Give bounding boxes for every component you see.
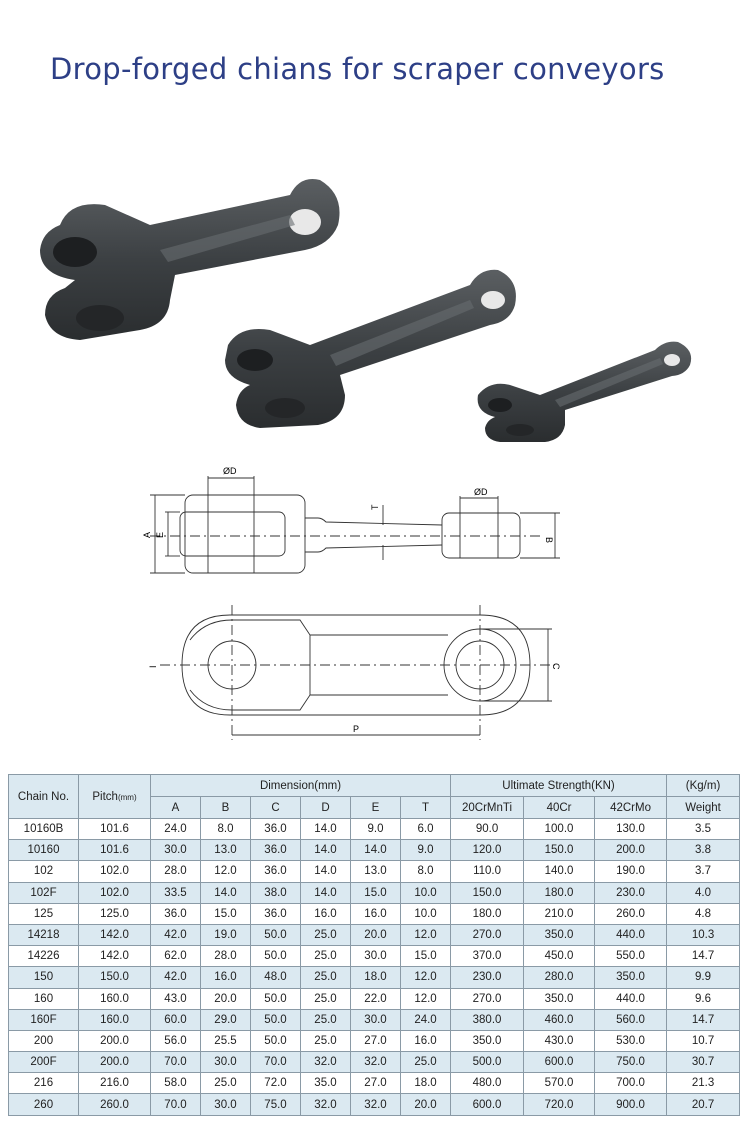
table-cell: 3.8: [667, 840, 740, 861]
table-cell: 28.0: [201, 946, 251, 967]
table-cell: 160: [9, 988, 79, 1009]
table-cell: 36.0: [251, 861, 301, 882]
table-cell: 18.0: [401, 1073, 451, 1094]
table-cell: 150.0: [451, 882, 524, 903]
table-cell: 25.5: [201, 1030, 251, 1051]
table-cell: 10160B: [9, 819, 79, 840]
table-cell: 50.0: [251, 988, 301, 1009]
table-cell: 15.0: [401, 946, 451, 967]
table-cell: 50.0: [251, 924, 301, 945]
table-cell: 14218: [9, 924, 79, 945]
table-row: [9, 1009, 740, 1030]
table-cell: 125: [9, 903, 79, 924]
table-cell: 230.0: [451, 967, 524, 988]
table-cell: 62.0: [151, 946, 201, 967]
table-cell: 75.0: [251, 1094, 301, 1115]
table-cell: 38.0: [251, 882, 301, 903]
table-row: [9, 882, 740, 903]
table-cell: 10.0: [401, 882, 451, 903]
table-cell: 260.0: [79, 1094, 151, 1115]
table-cell: 30.0: [351, 946, 401, 967]
table-cell: 50.0: [251, 946, 301, 967]
label-b: B: [544, 537, 554, 544]
table-cell: 9.0: [401, 840, 451, 861]
table-cell: 24.0: [151, 819, 201, 840]
table-cell: 30.0: [351, 1009, 401, 1030]
table-cell: 14.0: [301, 861, 351, 882]
table-cell: 36.0: [251, 903, 301, 924]
header-strength: Ultimate Strength(KN): [451, 775, 667, 797]
table-cell: 216.0: [79, 1073, 151, 1094]
spec-table: [8, 774, 740, 1116]
table-cell: 440.0: [595, 924, 667, 945]
table-cell: 150.0: [524, 840, 595, 861]
table-cell: 101.6: [79, 840, 151, 861]
table-cell: 140.0: [524, 861, 595, 882]
table-cell: 30.0: [151, 840, 201, 861]
table-cell: 200: [9, 1030, 79, 1051]
table-cell: 270.0: [451, 924, 524, 945]
table-cell: 370.0: [451, 946, 524, 967]
table-cell: 32.0: [351, 1052, 401, 1073]
table-cell: 25.0: [401, 1052, 451, 1073]
header-pitch: Pitch(mm): [79, 775, 151, 819]
table-cell: 460.0: [524, 1009, 595, 1030]
table-cell: 10.0: [401, 903, 451, 924]
table-cell: 190.0: [595, 861, 667, 882]
table-cell: 12.0: [401, 924, 451, 945]
table-cell: 25.0: [201, 1073, 251, 1094]
table-cell: 142.0: [79, 924, 151, 945]
table-cell: 14.7: [667, 1009, 740, 1030]
table-cell: 25.0: [301, 988, 351, 1009]
table-row: [9, 988, 740, 1009]
table-cell: 200F: [9, 1052, 79, 1073]
table-cell: 180.0: [524, 882, 595, 903]
table-cell: 70.0: [151, 1052, 201, 1073]
table-cell: 36.0: [251, 819, 301, 840]
label-a: A: [142, 531, 152, 538]
table-cell: 90.0: [451, 819, 524, 840]
table-cell: 50.0: [251, 1009, 301, 1030]
table-cell: 102.0: [79, 861, 151, 882]
table-cell: 20.0: [401, 1094, 451, 1115]
table-cell: 60.0: [151, 1009, 201, 1030]
table-cell: 15.0: [201, 903, 251, 924]
table-cell: 35.0: [301, 1073, 351, 1094]
table-cell: 8.0: [201, 819, 251, 840]
table-cell: 350.0: [524, 988, 595, 1009]
table-cell: 380.0: [451, 1009, 524, 1030]
label-i: I: [148, 665, 158, 668]
table-cell: 430.0: [524, 1030, 595, 1051]
table-cell: 900.0: [595, 1094, 667, 1115]
table-cell: 350.0: [524, 924, 595, 945]
table-cell: 9.9: [667, 967, 740, 988]
table-cell: 12.0: [201, 861, 251, 882]
table-cell: 10.3: [667, 924, 740, 945]
table-cell: 101.6: [79, 819, 151, 840]
header-a: A: [151, 797, 201, 819]
table-cell: 230.0: [595, 882, 667, 903]
page-title: Drop-forged chians for scraper conveyors: [50, 52, 665, 86]
table-cell: 50.0: [251, 1030, 301, 1051]
table-cell: 530.0: [595, 1030, 667, 1051]
table-cell: 28.0: [151, 861, 201, 882]
table-cell: 110.0: [451, 861, 524, 882]
table-cell: 12.0: [401, 967, 451, 988]
table-cell: 160F: [9, 1009, 79, 1030]
table-cell: 3.7: [667, 861, 740, 882]
table-cell: 36.0: [151, 903, 201, 924]
table-row: [9, 946, 740, 967]
table-cell: 14226: [9, 946, 79, 967]
table-cell: 25.0: [301, 1009, 351, 1030]
table-cell: 20.0: [201, 988, 251, 1009]
table-cell: 12.0: [401, 988, 451, 1009]
table-cell: 18.0: [351, 967, 401, 988]
table-cell: 100.0: [524, 819, 595, 840]
table-cell: 200.0: [79, 1030, 151, 1051]
label-e: E: [155, 531, 165, 538]
table-cell: 27.0: [351, 1030, 401, 1051]
table-cell: 30.0: [201, 1094, 251, 1115]
label-t: T: [370, 504, 380, 510]
table-cell: 24.0: [401, 1009, 451, 1030]
table-cell: 600.0: [524, 1052, 595, 1073]
table-cell: 20.0: [351, 924, 401, 945]
table-cell: 3.5: [667, 819, 740, 840]
table-row: [9, 1094, 740, 1115]
header-b: B: [201, 797, 251, 819]
table-cell: 70.0: [151, 1094, 201, 1115]
table-cell: 6.0: [401, 819, 451, 840]
table-cell: 30.0: [201, 1052, 251, 1073]
table-cell: 25.0: [301, 1030, 351, 1051]
table-cell: 25.0: [301, 924, 351, 945]
table-cell: 280.0: [524, 967, 595, 988]
table-cell: 150: [9, 967, 79, 988]
label-od-right: ØD: [474, 487, 488, 497]
table-cell: 142.0: [79, 946, 151, 967]
table-cell: 9.0: [351, 819, 401, 840]
table-cell: 42.0: [151, 967, 201, 988]
table-cell: 32.0: [351, 1094, 401, 1115]
label-p: P: [353, 724, 360, 734]
table-cell: 260: [9, 1094, 79, 1115]
table-cell: 125.0: [79, 903, 151, 924]
table-cell: 29.0: [201, 1009, 251, 1030]
table-cell: 72.0: [251, 1073, 301, 1094]
table-cell: 570.0: [524, 1073, 595, 1094]
table-cell: 25.0: [301, 946, 351, 967]
table-cell: 22.0: [351, 988, 401, 1009]
table-cell: 500.0: [451, 1052, 524, 1073]
header-e: E: [351, 797, 401, 819]
table-cell: 25.0: [301, 967, 351, 988]
table-cell: 180.0: [451, 903, 524, 924]
table-cell: 48.0: [251, 967, 301, 988]
table-cell: 8.0: [401, 861, 451, 882]
header-chain-no: Chain No.: [9, 775, 79, 819]
table-cell: 32.0: [301, 1052, 351, 1073]
table-cell: 14.7: [667, 946, 740, 967]
table-cell: 720.0: [524, 1094, 595, 1115]
header-c: C: [251, 797, 301, 819]
table-row: [9, 861, 740, 882]
header-40cr: 40Cr: [524, 797, 595, 819]
table-cell: 350.0: [451, 1030, 524, 1051]
table-cell: 102.0: [79, 882, 151, 903]
table-cell: 56.0: [151, 1030, 201, 1051]
table-cell: 260.0: [595, 903, 667, 924]
table-cell: 15.0: [351, 882, 401, 903]
table-row: [9, 967, 740, 988]
label-c: C: [551, 663, 561, 670]
table-cell: 102: [9, 861, 79, 882]
header-42crmo: 42CrMo: [595, 797, 667, 819]
table-row: [9, 819, 740, 840]
table-row: [9, 1030, 740, 1051]
table-cell: 16.0: [351, 903, 401, 924]
table-cell: 120.0: [451, 840, 524, 861]
table-cell: 16.0: [301, 903, 351, 924]
table-cell: 200.0: [595, 840, 667, 861]
label-od-top: ØD: [223, 466, 237, 476]
table-cell: 42.0: [151, 924, 201, 945]
table-cell: 20.7: [667, 1094, 740, 1115]
header-weight: Weight: [667, 797, 740, 819]
table-cell: 700.0: [595, 1073, 667, 1094]
table-cell: 19.0: [201, 924, 251, 945]
table-cell: 560.0: [595, 1009, 667, 1030]
table-cell: 450.0: [524, 946, 595, 967]
header-d: D: [301, 797, 351, 819]
table-cell: 550.0: [595, 946, 667, 967]
table-row: [9, 1052, 740, 1073]
table-row: [9, 840, 740, 861]
header-20crmnti: 20CrMnTi: [451, 797, 524, 819]
table-cell: 14.0: [301, 882, 351, 903]
table-cell: 440.0: [595, 988, 667, 1009]
table-cell: 14.0: [201, 882, 251, 903]
table-cell: 30.7: [667, 1052, 740, 1073]
table-cell: 480.0: [451, 1073, 524, 1094]
table-cell: 160.0: [79, 988, 151, 1009]
table-cell: 13.0: [201, 840, 251, 861]
table-cell: 32.0: [301, 1094, 351, 1115]
table-cell: 210.0: [524, 903, 595, 924]
table-row: [9, 903, 740, 924]
header-dimension: Dimension(mm): [151, 775, 451, 797]
table-cell: 4.0: [667, 882, 740, 903]
table-body: [9, 819, 740, 1116]
table-cell: 216: [9, 1073, 79, 1094]
table-cell: 27.0: [351, 1073, 401, 1094]
table-cell: 130.0: [595, 819, 667, 840]
table-cell: 10160: [9, 840, 79, 861]
table-cell: 150.0: [79, 967, 151, 988]
table-cell: 102F: [9, 882, 79, 903]
table-cell: 36.0: [251, 840, 301, 861]
table-cell: 70.0: [251, 1052, 301, 1073]
table-cell: 270.0: [451, 988, 524, 1009]
table-cell: 10.7: [667, 1030, 740, 1051]
table-cell: 14.0: [351, 840, 401, 861]
table-cell: 4.8: [667, 903, 740, 924]
header-t: T: [401, 797, 451, 819]
table-cell: 14.0: [301, 840, 351, 861]
table-cell: 600.0: [451, 1094, 524, 1115]
table-cell: 16.0: [201, 967, 251, 988]
table-row: [9, 1073, 740, 1094]
table-cell: 160.0: [79, 1009, 151, 1030]
table-cell: 43.0: [151, 988, 201, 1009]
table-cell: 9.6: [667, 988, 740, 1009]
table-cell: 33.5: [151, 882, 201, 903]
table-row: [9, 924, 740, 945]
table-cell: 350.0: [595, 967, 667, 988]
header-weight-unit: (Kg/m): [667, 775, 740, 797]
table-cell: 21.3: [667, 1073, 740, 1094]
table-cell: 16.0: [401, 1030, 451, 1051]
table-cell: 750.0: [595, 1052, 667, 1073]
table-cell: 14.0: [301, 819, 351, 840]
table-cell: 200.0: [79, 1052, 151, 1073]
table-cell: 13.0: [351, 861, 401, 882]
table-cell: 58.0: [151, 1073, 201, 1094]
